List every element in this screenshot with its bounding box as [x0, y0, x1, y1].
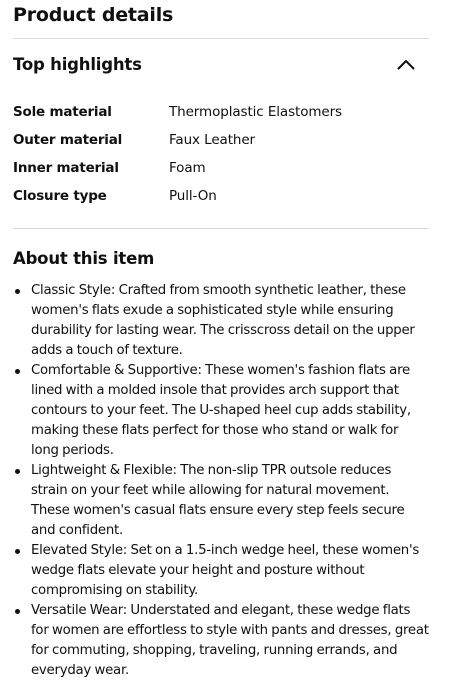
bullet-icon [15, 609, 20, 614]
list-item [13, 281, 429, 361]
page-title: Product details [13, 4, 174, 26]
spec-value: Pull-On [169, 188, 217, 204]
spec-row [13, 182, 342, 210]
top-highlights-title: Top highlights [13, 54, 142, 74]
bullet-icon [15, 289, 20, 294]
spec-key: Closure type [13, 188, 107, 204]
bullet-text: Versatile Wear: Understated and elegant, these wedge flats for women are effortless to style with pants and dresses, great for commuting, shopping, traveling, running errands, and everyday wear. [31, 603, 429, 678]
list-item [13, 541, 429, 601]
about-this-item-title: About this item [13, 249, 155, 268]
bullet-icon [15, 549, 20, 554]
highlights-spec-table [13, 98, 342, 210]
spec-value: Foam [169, 160, 206, 176]
list-item [13, 361, 429, 461]
bullet-text: Lightweight & Flexible: The non-slip TPR outsole reduces strain on your feet while allowing for natural movement. These women's casual flats ensure every step feels secure and confident. [31, 463, 405, 538]
bullet-text: Elevated Style: Set on a 1.5-inch wedge heel, these women's wedge flats elevate your height and posture without compromising on stability. [31, 543, 420, 598]
bullet-text: Comfortable & Supportive: These women's fashion flats are lined with a molded insole that provides arch support that contours to your feet. The U-shaped heel cup adds stability, making these flats perfect for those who stand or walk for long periods. [31, 363, 411, 458]
bullet-icon [15, 369, 20, 374]
divider [13, 228, 429, 229]
spec-key: Sole material [13, 104, 112, 120]
spec-row [13, 98, 342, 126]
spec-key: Inner material [13, 160, 119, 176]
list-item [13, 601, 429, 681]
product-details-panel [13, 0, 429, 681]
chevron-up-icon[interactable] [395, 53, 417, 75]
top-highlights-header[interactable] [13, 39, 429, 89]
bullet-text: Classic Style: Crafted from smooth synthetic leather, these women's flats exude a sophisticated style while ensuring durability for lasting wear. The crisscross detail on the upper adds a touch of texture. [31, 283, 415, 358]
spec-value: Faux Leather [169, 132, 256, 148]
spec-row [13, 126, 342, 154]
spec-key: Outer material [13, 132, 123, 148]
about-bullet-list [13, 281, 429, 681]
spec-value: Thermoplastic Elastomers [169, 104, 342, 120]
spec-row [13, 154, 342, 182]
list-item [13, 461, 429, 541]
bullet-icon [15, 469, 20, 474]
